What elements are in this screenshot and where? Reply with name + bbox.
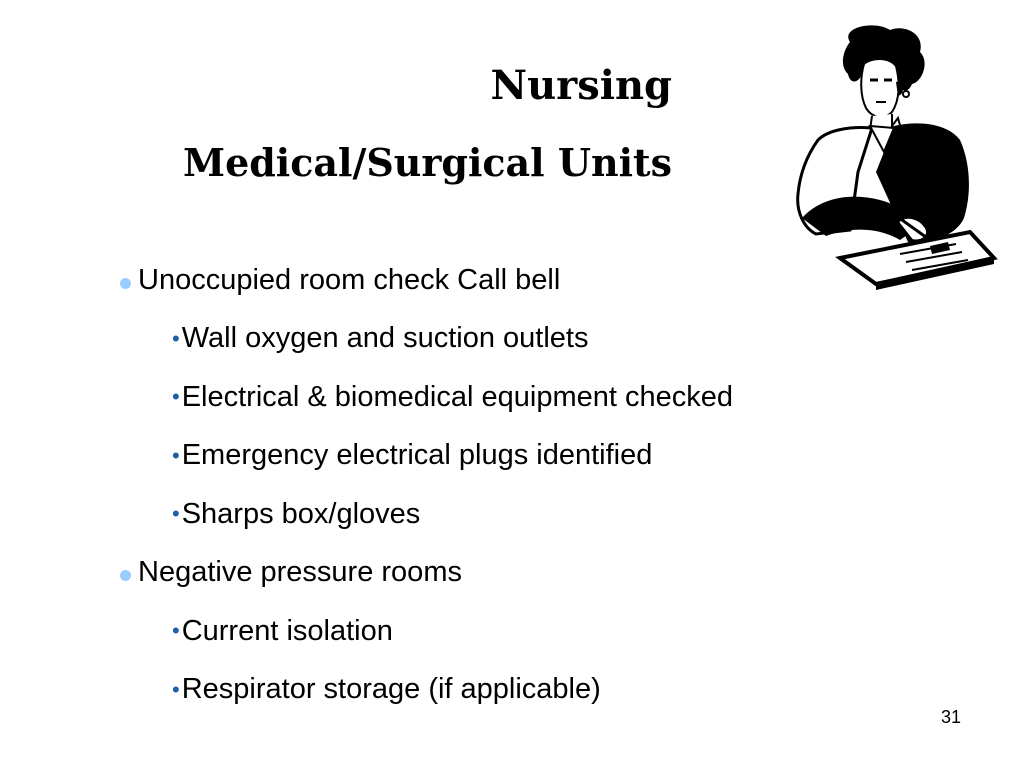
list-item [120,485,733,544]
bullet-icon: • [172,676,180,702]
list-item [120,310,733,369]
list-item-text: Emergency electrical plugs identified [181,439,653,472]
list-item [120,251,733,310]
bullet-icon: • [172,384,180,410]
list-item [120,602,733,661]
nurse-clipboard-illustration [780,22,998,290]
slide-title [183,58,672,188]
bullet-dot-icon [120,570,131,581]
bullet-icon: • [172,442,180,468]
bullet-dot-icon [120,278,131,289]
list-item-text: Wall oxygen and suction outlets [181,322,589,355]
title-line-2: Medical/Surgical Units [183,140,672,185]
bullet-icon: • [172,618,180,644]
list-item-text: Sharps box/gloves [181,497,421,530]
list-item-text: Electrical & biomedical equipment checked [181,380,733,413]
list-item [120,661,733,720]
list-item [120,368,733,427]
list-item-text: Unoccupied room check Call bell [138,263,561,296]
page-number: 31 [940,707,961,727]
bullet-list [120,251,733,719]
bullet-icon: • [172,325,180,351]
list-item [120,544,733,603]
list-item-text: Negative pressure rooms [138,556,462,589]
title-line-1: Nursing [490,62,672,109]
list-item-text: Current isolation [181,614,393,647]
list-item [120,427,733,486]
bullet-icon: • [172,501,180,527]
list-item-text: Respirator storage (if applicable) [181,673,601,706]
